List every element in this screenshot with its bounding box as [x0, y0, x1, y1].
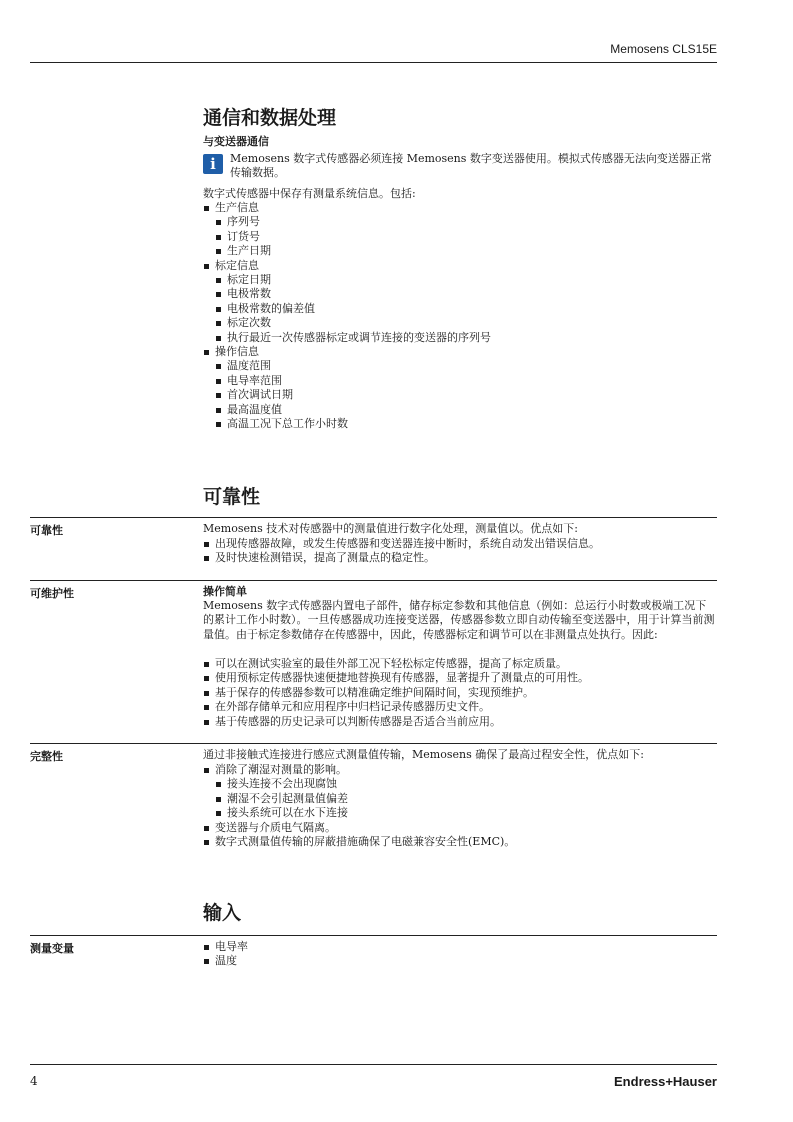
list-item: 标定次数 [215, 316, 717, 330]
list-item: 基于传感器的历史记录可以判断传感器是否适合当前应用。 [203, 715, 717, 729]
integrity-text: 通过非接触式连接进行感应式测量值传输，Memosens 确保了最高过程安全性，优点如下: [203, 748, 644, 761]
maintainability-subtitle: 操作简单 [203, 585, 247, 598]
header-title: Memosens CLS15E [610, 42, 717, 56]
section-rule [30, 935, 717, 936]
footer-rule [30, 1064, 717, 1065]
comm-subheading: 与变送器通信 [203, 135, 269, 148]
sub-list-container [203, 273, 717, 345]
list-item: 变送器与介质电气隔离。 [203, 821, 717, 835]
list-item: 接头连接不会出现腐蚀 [215, 777, 717, 791]
list-item: 电导率范围 [215, 374, 717, 388]
list-item: 生产信息 [203, 201, 717, 215]
reliability-heading: 可靠性 [203, 486, 261, 508]
list-item: 首次调试日期 [215, 388, 717, 402]
input-heading: 输入 [203, 902, 242, 924]
list-item: 生产日期 [215, 244, 717, 258]
row-label-measured-variable: 测量变量 [30, 942, 74, 955]
row-rule [30, 743, 717, 744]
list-item: 在外部存储单元和应用程序中归档记录传感器历史文件。 [203, 700, 717, 714]
list-item: 执行最近一次传感器标定或调节连接的变送器的序列号 [215, 331, 717, 345]
row-rule [30, 580, 717, 581]
list-item: 潮湿不会引起测量值偏差 [215, 792, 717, 806]
list-item: 温度 [203, 954, 717, 968]
sub-list-container [203, 359, 717, 431]
list-item: 最高温度值 [215, 403, 717, 417]
sub-list-container [203, 777, 717, 820]
list-item: 出现传感器故障，或发生传感器和变送器连接中断时，系统自动发出错误信息。 [203, 537, 717, 551]
list-item: 订货号 [215, 230, 717, 244]
page-number: 4 [30, 1074, 38, 1088]
list-item: 基于保存的传感器参数可以精准确定维护间隔时间，实现预维护。 [203, 686, 717, 700]
list-item: 可以在测试实验室的最佳外部工况下轻松标定传感器，提高了标定质量。 [203, 657, 717, 671]
list-item: 高温工况下总工作小时数 [215, 417, 717, 431]
section-rule [30, 517, 717, 518]
sub-list-container [203, 215, 717, 258]
list-item: 使用预标定传感器快速便捷地替换现有传感器，显著提升了测量点的可用性。 [203, 671, 717, 685]
info-icon: i [203, 154, 223, 174]
list-item: 接头系统可以在水下连接 [215, 806, 717, 820]
info-note: Memosens 数字式传感器必须连接 Memosens 数字变送器使用。模拟式传感器无法向变送器正常传输数据。 [230, 152, 712, 180]
maintainability-list [203, 657, 717, 729]
list-item: 电极常数的偏差值 [215, 302, 717, 316]
header-rule [30, 62, 717, 63]
reliability-text: Memosens 技术对传感器中的测量值进行数字化处理，测量值以。优点如下: [203, 522, 578, 535]
list-item: 及时快速检测错误，提高了测量点的稳定性。 [203, 551, 717, 565]
comm-heading: 通信和数据处理 [203, 107, 337, 129]
reliability-list [203, 537, 717, 566]
integrity-list [203, 763, 717, 849]
list-item: 电导率 [203, 940, 717, 954]
maintainability-text: Memosens 数字式传感器内置电子部件，储存标定参数和其他信息（例如：总运行小时数或极端工况下的累计工作小时数）。一旦传感器成功连接变送器，传感器参数立即自动传输至变送器中，用于计算当前测量值。由于标定参数储存在传感器中，因此，传感器标定和调节可以在非测量点处执行。因此: [203, 599, 715, 641]
measured-variable-list [203, 940, 717, 969]
row-label-reliability: 可靠性 [30, 524, 63, 537]
brand-logo-text: Endress+Hauser [614, 1074, 717, 1089]
list-item: 电极常数 [215, 287, 717, 301]
row-label-maintainability: 可维护性 [30, 587, 74, 600]
list-item: 消除了潮湿对测量的影响。 [203, 763, 717, 777]
comm-info-list [203, 201, 717, 432]
list-item: 操作信息 [203, 345, 717, 359]
row-label-integrity: 完整性 [30, 750, 63, 763]
list-item: 标定日期 [215, 273, 717, 287]
list-item: 温度范围 [215, 359, 717, 373]
list-item: 数字式测量值传输的屏蔽措施确保了电磁兼容安全性(EMC)。 [203, 835, 717, 849]
list-item: 序列号 [215, 215, 717, 229]
list-item: 标定信息 [203, 259, 717, 273]
comm-intro: 数字式传感器中保存有测量系统信息。包括: [203, 187, 416, 200]
